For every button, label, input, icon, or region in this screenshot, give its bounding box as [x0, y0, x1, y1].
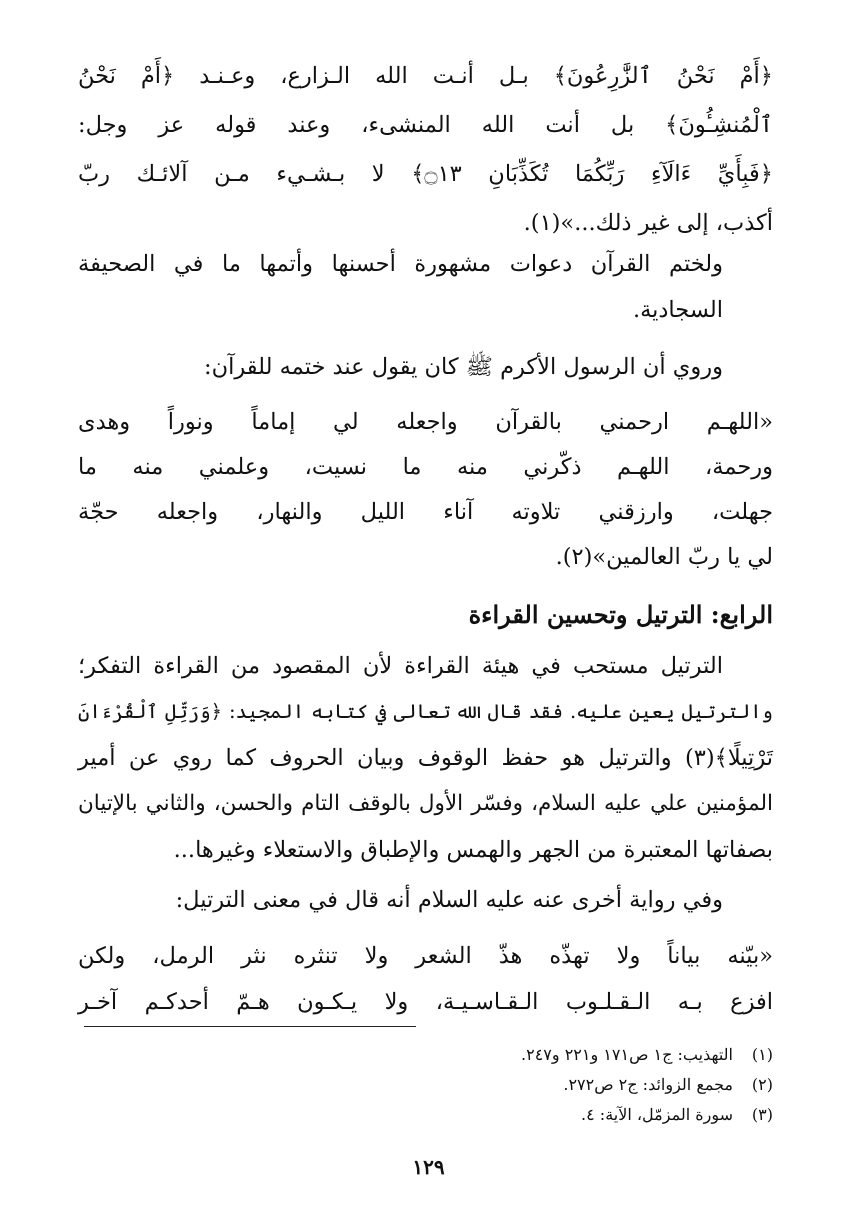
paragraph-line: بصفاتها المعتبرة من الجهر والهمس والإطباق والاستعلاء وغيرها... — [173, 837, 773, 863]
quote-block-dua — [78, 400, 773, 580]
paragraph-tarteel — [78, 643, 773, 873]
footnote-number: (٢) — [751, 1075, 773, 1094]
footnote-text: التهذيب: ج١ ص١٧١ و٢٢١ و٢٤٧. — [521, 1045, 733, 1064]
footnote-text: مجمع الزوائد: ج٢ ص٢٧٢. — [563, 1075, 733, 1094]
quote-line: ﴿فَبِأَيِّ ءَالَآءِ رَبِّكُمَا تُكَذِّبَانِ ۝١٣﴾ لا بـشـيء مـن آلائـك ربّ — [78, 161, 773, 187]
quote-line: جهلت، وارزقني تلاوته آناء الليل والنهار، واجعله حجّة — [78, 499, 773, 525]
section-heading: الرابع: الترتيل وتحسين القراءة — [468, 600, 773, 629]
footnote-1 — [78, 1040, 773, 1070]
quote-line: ﴿أَمْ نَحْنُ ٱلزَّٰرِعُونَ﴾ بـل أنـت الله الـزارع، وعـنـد ﴿أَمْ نَحْنُ — [78, 63, 773, 89]
paragraph-khatm-duas: ولختم القرآن دعوات مشهورة أحسنها وأتمها ما في الصحيفة السجادية. — [78, 251, 723, 323]
footnote-number: (٣) — [751, 1105, 773, 1124]
paragraph-line: الترتيل مستحب في هيئة القراءة لأن المقصود من القراءة التفكر؛ — [78, 653, 723, 679]
footnote-2 — [78, 1070, 773, 1100]
footnote-number: (١) — [751, 1045, 773, 1064]
paragraph-another-narration: وفي رواية أخرى عنه عليه السلام أنه قال في معنى الترتيل: — [175, 887, 723, 913]
quote-block-tarteel-meaning — [78, 933, 773, 1025]
quote-block-quran-verses — [78, 52, 773, 248]
quote-line: ورحمة، اللهـم ذكّرني منه ما نسيت، وعلمني منه ما — [78, 454, 773, 480]
quote-line: ٱلْمُنشِـُٔونَ﴾ بل أنت الله المنشىء، وعند قوله عز وجل: — [78, 112, 773, 138]
paragraph-line: تَرْتِيلًا﴾(٣) والترتيل هو حفظ الوقوف وبيان الحروف كما روي عن أمير — [78, 745, 773, 771]
paragraph-line: والترتيل يعين عليه. فقد قال الله تعالى في كتابه المجيد: ﴿وَرَتِّلِ ٱلْقُرْءَانَ — [78, 700, 773, 723]
quote-line: افزع بـه الـقـلـوب الـقـاسـيـة، ولا يـكـون هـمّ أحدكـم آخـر — [78, 989, 773, 1015]
footnotes — [78, 1040, 773, 1130]
page-number: ١٢٩ — [412, 1155, 445, 1179]
footnote-text: سورة المزمّل، الآية: ٤. — [581, 1105, 733, 1124]
footnote-separator — [84, 1026, 416, 1027]
paragraph-line: المؤمنين علي عليه السلام، وفسّر الأول بالوقف التام والحسن، والثاني بالإتيان — [78, 791, 773, 816]
quote-line: «اللهـم ارحمني بالقرآن واجعله لي إماماً ونوراً وهدى — [78, 409, 773, 435]
quote-line: «بيّنه بياناً ولا تهذّه هذّ الشعر ولا تنثره نثر الرمل، ولكن — [78, 943, 773, 969]
footnote-3 — [78, 1100, 773, 1130]
quote-line: لي يا ربّ العالمين»(٢). — [555, 544, 773, 570]
paragraph-prophet-narration: وروي أن الرسول الأكرم ﷺ كان يقول عند ختمه للقرآن: — [204, 354, 723, 380]
quote-line: أكذب، إلى غير ذلك...»(١). — [523, 210, 773, 236]
